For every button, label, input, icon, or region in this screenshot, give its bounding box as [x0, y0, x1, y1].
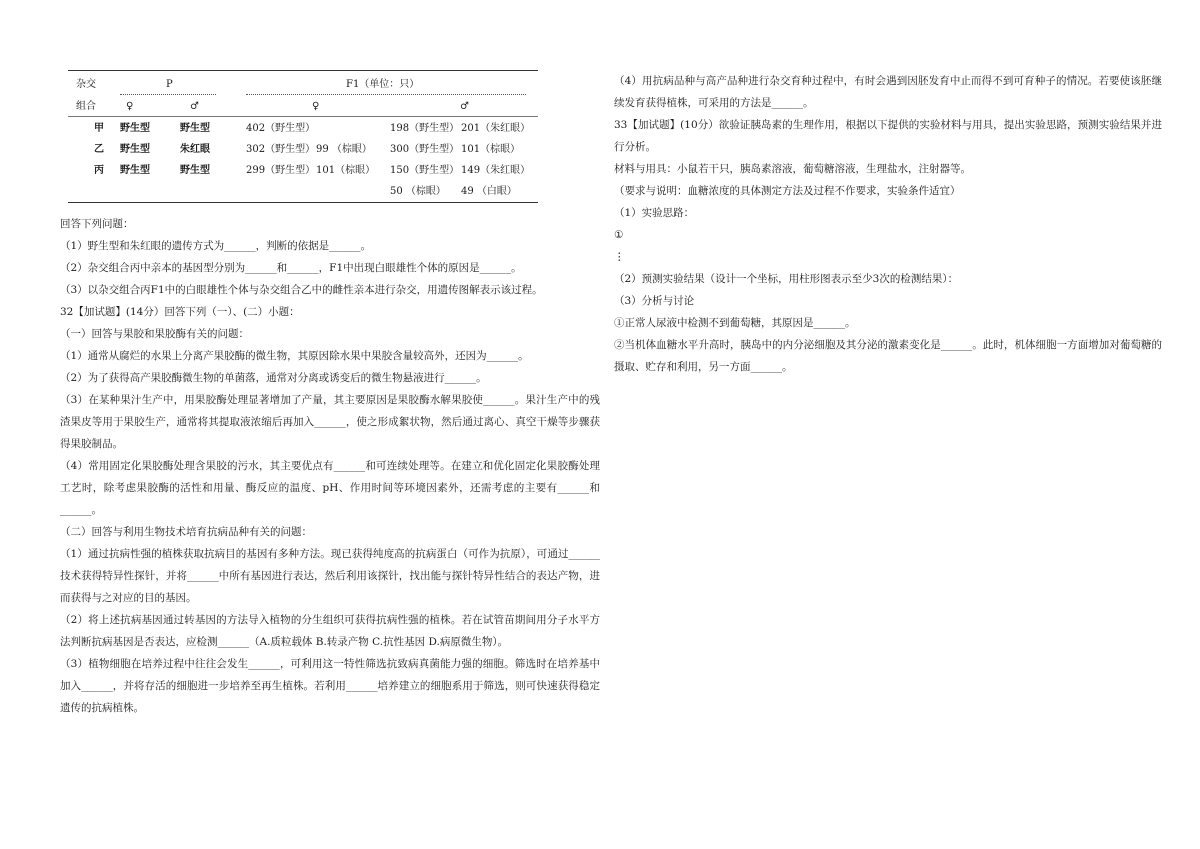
- row-f1-male-a: 300（野生型）: [390, 144, 460, 155]
- question-32-2-2: （2）将上述抗病基因通过转基因的方法导入植物的分生组织可获得抗病性强的植株。若在试管苗期间用分子水平方法判断抗病基因是否表达，应检测______（A.质粒载体 B.转录产物 C.抗性基因 D.病原微生物）。: [60, 614, 600, 648]
- row-f1-male-b: 201（朱红眼）: [461, 123, 531, 134]
- question-33-2: （2）预测实验结果（设计一个坐标，用柱形图表示至少3次的检测结果）：: [614, 273, 959, 285]
- question-31-3: （3）以杂交组合丙F1中的白眼雄性个体与杂交组合乙中的雌性亲本进行杂交，用遗传图解表示该过程。: [60, 284, 543, 296]
- row-f1-female-a: 299（野生型）: [246, 165, 316, 176]
- answer-step-1: ①: [614, 229, 624, 241]
- row-f1-female-a: 402（野生型）: [246, 123, 316, 134]
- question-32-1-4: （4）常用固定化果胶酶处理含果胶的污水，其主要优点有______和可连续处理等。在建立和优化固定化果胶酶处理工艺时，除考虑果胶酶的活性和用量、酶反应的温度、pH、作用时间等环境因素外，还需考虑的主要有______和______。: [60, 460, 600, 516]
- table-top-rule: [68, 70, 538, 71]
- question-32-1-1: （1）通常从腐烂的水果上分离产果胶酶的微生物，其原因除水果中果胶含量较高外，还因为______。: [60, 350, 529, 362]
- header-f1-rule: [246, 94, 526, 95]
- row-p-male: 朱红眼: [180, 144, 210, 155]
- table-bottom-rule: [68, 202, 538, 203]
- row-extra-male-b: 49 （白眼）: [461, 186, 517, 197]
- question-32-part-2: （二）回答与利用生物技术培育抗病品种有关的问题：: [60, 526, 312, 538]
- header-p-rule: [120, 94, 216, 95]
- row-f1-female-a: 302（野生型）: [246, 144, 316, 155]
- question-33-1: （1）实验思路：: [614, 207, 695, 219]
- answer-ellipsis: ⋮: [614, 251, 625, 263]
- header-p: P: [166, 79, 173, 90]
- row-extra-male-a: 50 （棕眼）: [390, 186, 446, 197]
- question-32-1-3: （3）在某种果汁生产中，用果胶酶处理显著增加了产量，其主要原因是果胶酶水解果胶使______。果汁生产中的残渣果皮等用于果胶生产，通常将其提取液浓缩后再加入______，使之形成絮状物，然后通过离心、真空干燥等步骤获得果胶制品。: [60, 394, 600, 450]
- header-p-female: ♀: [126, 101, 134, 112]
- question-33-3: （3）分析与讨论: [614, 295, 695, 307]
- materials: 材料与用具：小鼠若干只，胰岛素溶液，葡萄糖溶液，生理盐水，注射器等。: [614, 163, 971, 175]
- row-p-male: 野生型: [180, 123, 210, 134]
- genetics-table: [68, 70, 538, 203]
- question-33-3-2: ②当机体血糖水平升高时，胰岛中的内分泌细胞及其分泌的激素变化是______。此时，机体细胞一方面增加对葡萄糖的摄取、贮存和利用，另一方面______。: [614, 339, 1162, 373]
- question-31-1: （1）野生型和朱红眼的遗传方式为______，判断的依据是______。: [60, 240, 372, 252]
- question-32-1-2: （2）为了获得高产果胶酶微生物的单菌落，通常对分离或诱变后的微生物悬液进行______。: [60, 372, 487, 384]
- header-f1-male: ♂: [460, 101, 469, 112]
- row-p-male: 野生型: [180, 165, 210, 176]
- row-combo: 甲: [94, 123, 104, 134]
- header-cross-2: 组合: [76, 101, 96, 112]
- row-combo: 丙: [94, 165, 104, 176]
- left-column: [60, 70, 600, 719]
- row-f1-male-a: 198（野生型）: [390, 123, 460, 134]
- header-p-male: ♂: [190, 101, 199, 112]
- row-combo: 乙: [94, 144, 104, 155]
- row-f1-male-b: 149（朱红眼）: [461, 165, 531, 176]
- header-cross-1: 杂交: [76, 79, 96, 90]
- row-f1-female-b: 99 （棕眼）: [316, 144, 372, 155]
- row-f1-male-a: 150（野生型）: [390, 165, 460, 176]
- row-p-female: 野生型: [120, 165, 150, 176]
- requirements: （要求与说明：血糖浓度的具体测定方法及过程不作要求，实验条件适宜）: [614, 185, 961, 197]
- header-f1: F1（单位：只）: [346, 79, 420, 90]
- question-intro: 回答下列问题：: [60, 218, 134, 230]
- row-f1-female-b: 101（棕眼）: [316, 165, 376, 176]
- question-32-part-1: （一）回答与果胶和果胶酶有关的问题：: [60, 328, 249, 340]
- question-32-2-4: （4）用抗病品种与高产品种进行杂交育种过程中，有时会遇到因胚发育中止而得不到可育种子的情况。若要使该胚继续发育获得植株，可采用的方法是______。: [614, 75, 1162, 109]
- question-31-2: （2）杂交组合丙中亲本的基因型分别为______和______，F1中出现白眼雄性个体的原因是______。: [60, 262, 522, 274]
- header-f1-female: ♀: [312, 101, 320, 112]
- row-f1-male-b: 101（棕眼）: [461, 144, 521, 155]
- question-32-2-1: （1）通过抗病性强的植株获取抗病目的基因有多种方法。现已获得纯度高的抗病蛋白（可作为抗原），可通过______技术获得特异性探针，并将______中所有基因进行表达，然后利用该探针，找出能与探针特异性结合的表达产物，进而获得与之对应的目的基因。: [60, 548, 600, 604]
- question-33-title: 33【加试题】(10分）欲验证胰岛素的生理作用，根据以下提供的实验材料与用具，提出实验思路，预测实验结果并进行分析。: [614, 119, 1162, 153]
- table-header-rule: [68, 116, 538, 117]
- row-p-female: 野生型: [120, 144, 150, 155]
- row-p-female: 野生型: [120, 123, 150, 134]
- question-33-3-1: ①正常人尿液中检测不到葡萄糖，其原因是______。: [614, 317, 856, 329]
- question-32-2-3: （3）植物细胞在培养过程中往往会发生______，可利用这一特性筛选抗致病真菌能力强的细胞。筛选时在培养基中加入______，并将存活的细胞进一步培养至再生植株。若利用______培养建立的细胞系用于筛选，则可快速获得稳定遗传的抗病植株。: [60, 658, 600, 714]
- right-column: [614, 70, 1162, 378]
- question-32-title: 32【加试题】(14分）回答下列（一）、(二）小题：: [60, 306, 300, 318]
